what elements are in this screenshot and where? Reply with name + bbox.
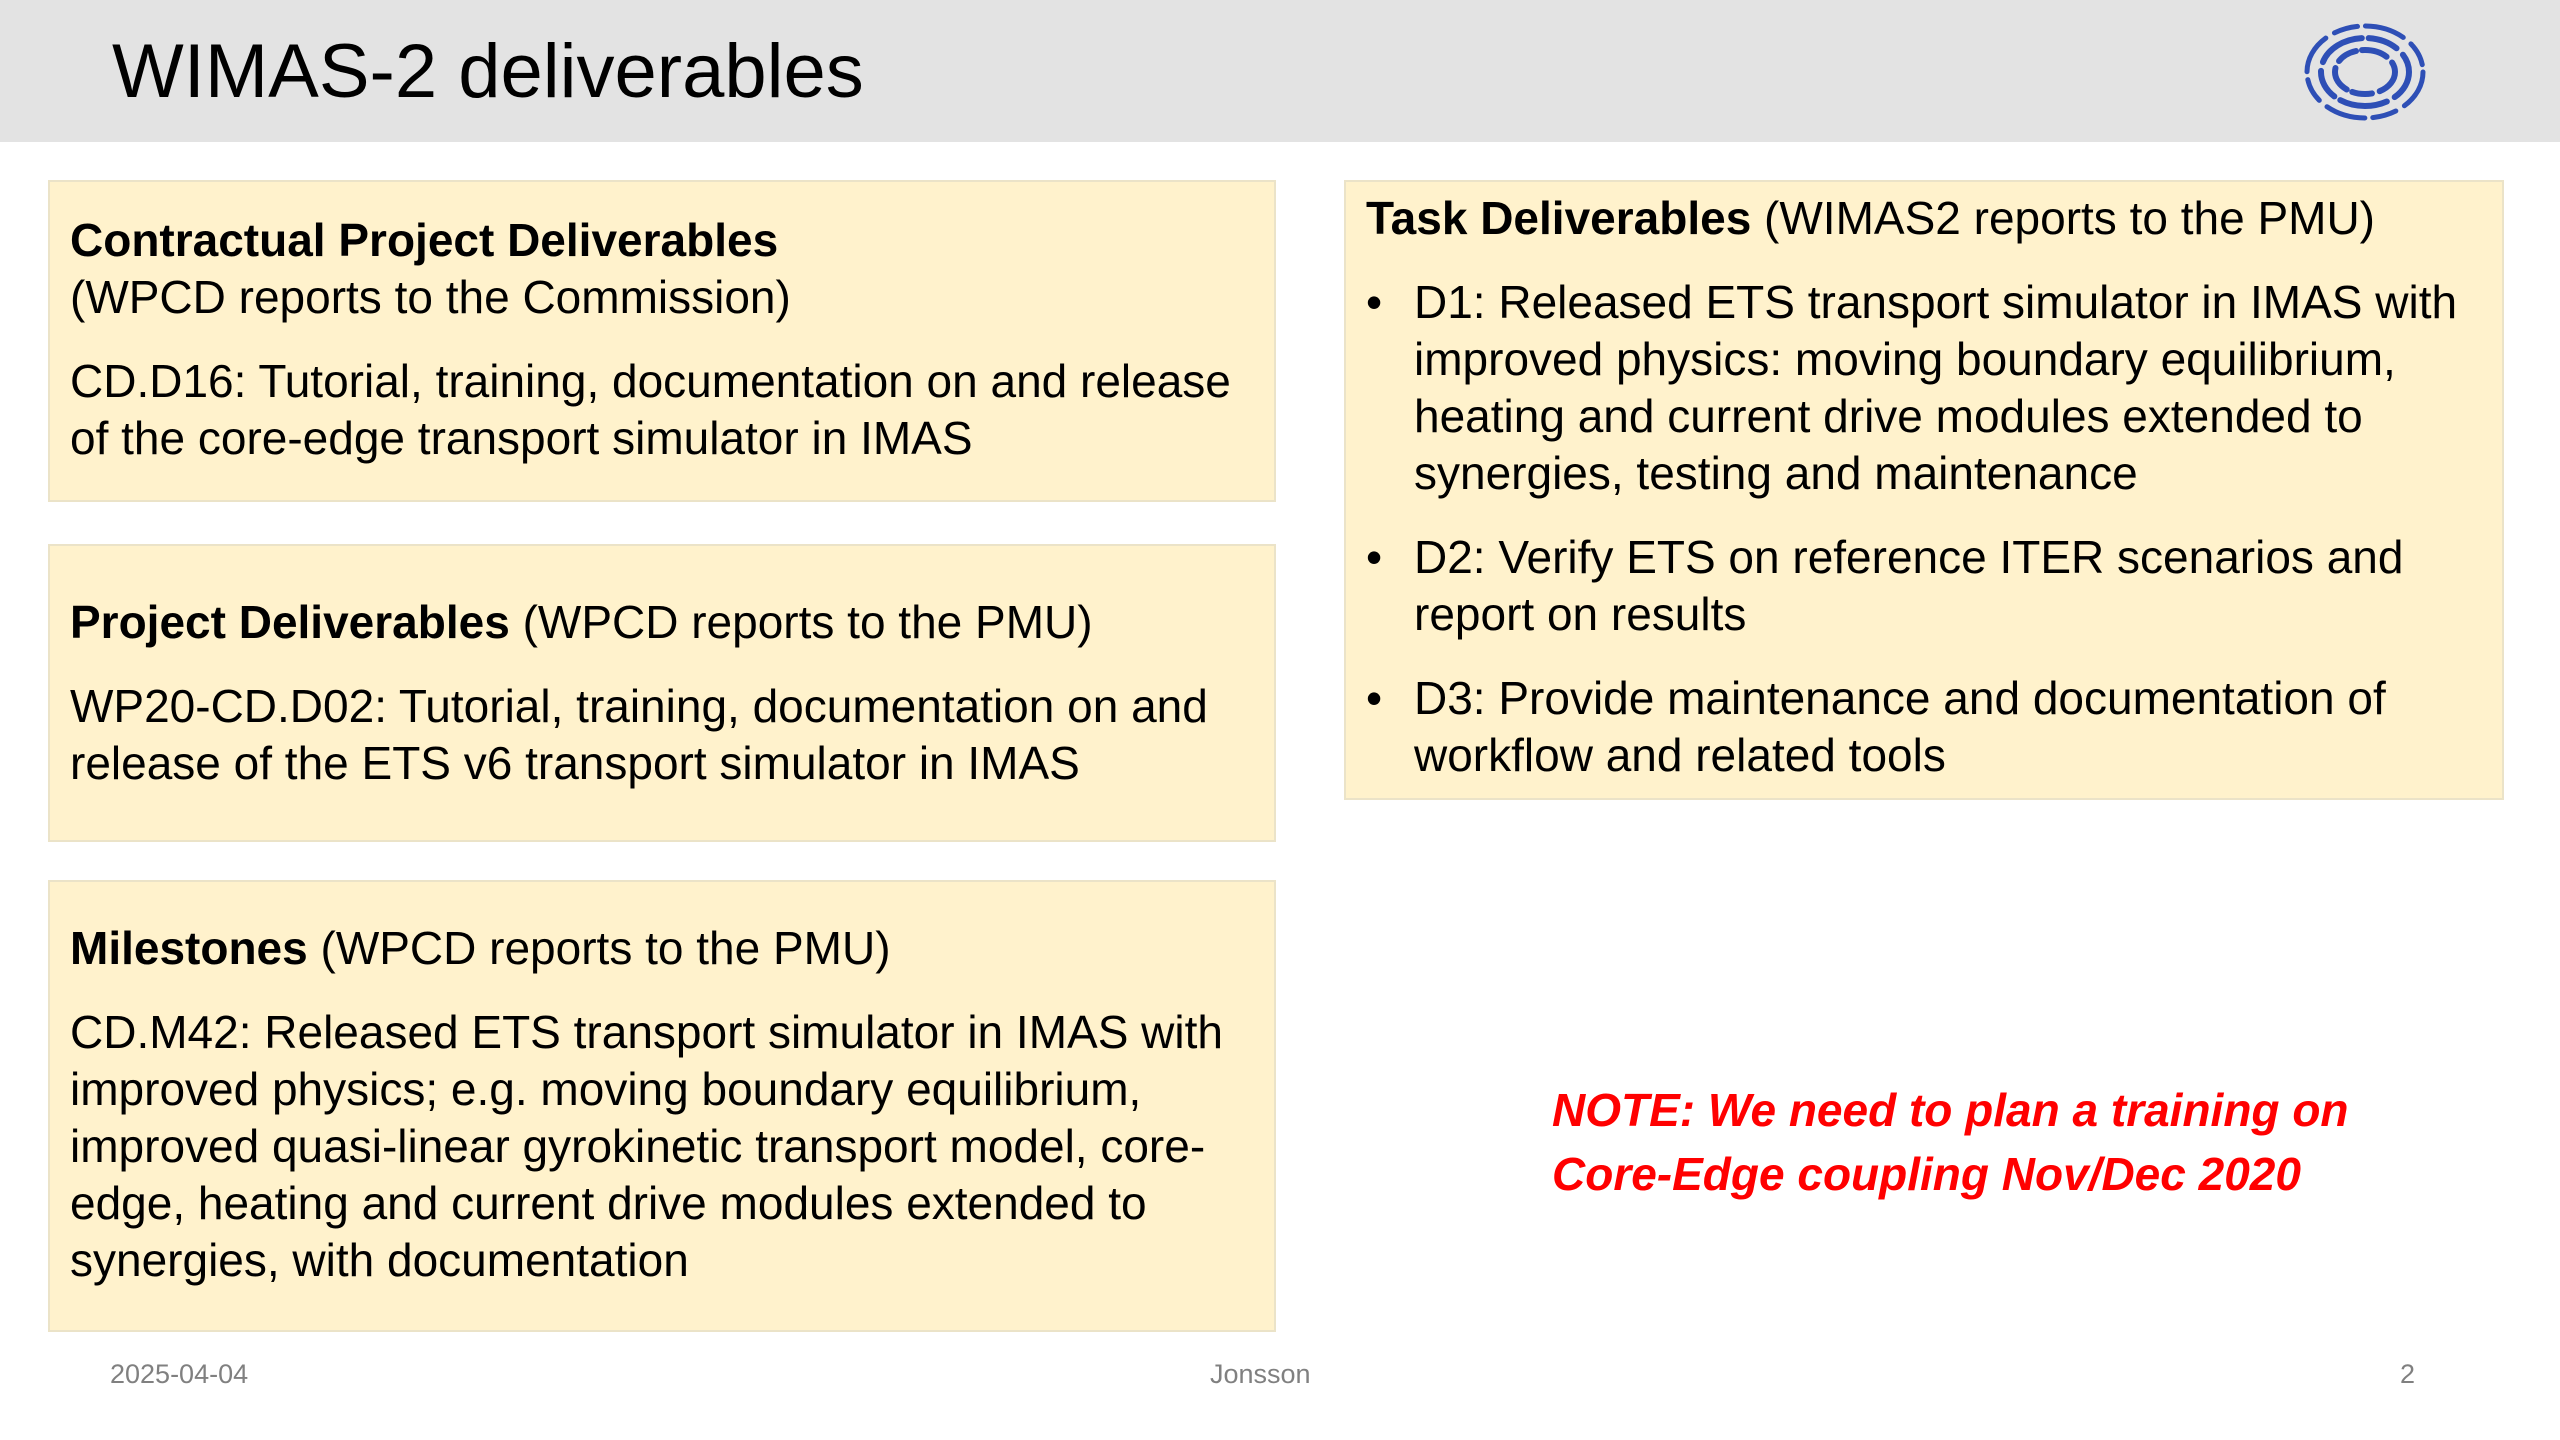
bullet-icon: • [1366,276,1383,328]
milestones-body: CD.M42: Released ETS transport simulator in IMAS with improved physics; e.g. moving boundary equilibrium, improved quasi-linear gyrokinetic transport model, core-edge, heating and current drive modules extended to synergies, with documentation [70,1006,1223,1286]
contractual-heading-note: (WPCD reports to the Commission) [70,271,791,323]
task-deliverables-box [1344,180,2504,800]
project-heading: Project Deliverables (WPCD reports to the PMU) [70,596,1093,648]
milestones-heading: Milestones (WPCD reports to the PMU) [70,922,891,974]
task-deliverables-list [1366,274,2502,784]
footer-page-number: 2 [2400,1359,2416,1389]
training-note-line-1: NOTE: We need to plan a training on [1552,1084,2349,1136]
training-note [1552,1078,2349,1206]
list-item: • D1: Released ETS transport simulator in IMAS with improved physics: moving boundary equilibrium, heating and current drive modules extended to synergies, testing and maintenance [1366,276,2458,499]
project-body: WP20-CD.D02: Tutorial, training, documentation on and release of the ETS v6 transport simulator in IMAS [70,680,1208,789]
fusion-ring-logo-icon [2300,20,2430,124]
task-heading: Task Deliverables (WIMAS2 reports to the PMU) [1366,192,2375,244]
list-item: • D2: Verify ETS on reference ITER scenarios and report on results [1366,531,2404,640]
bullet-icon: • [1366,672,1383,724]
slide-title: WIMAS-2 deliverables [112,29,864,114]
milestones-box [48,880,1276,1332]
project-deliverables-box [48,544,1276,842]
title-bar [0,0,2560,142]
contractual-deliverables-box [48,180,1276,502]
footer-date: 2025-04-04 [110,1359,249,1389]
contractual-heading: Contractual Project Deliverables [70,214,779,266]
list-item: • D3: Provide maintenance and documentation of workflow and related tools [1366,672,2386,781]
training-note-line-2: Core-Edge coupling Nov/Dec 2020 [1552,1148,2301,1200]
contractual-body: CD.D16: Tutorial, training, documentation on and release of the core-edge transport simulator in IMAS [70,355,1231,464]
footer-author: Jonsson [1210,1359,1311,1389]
bullet-icon: • [1366,531,1383,583]
